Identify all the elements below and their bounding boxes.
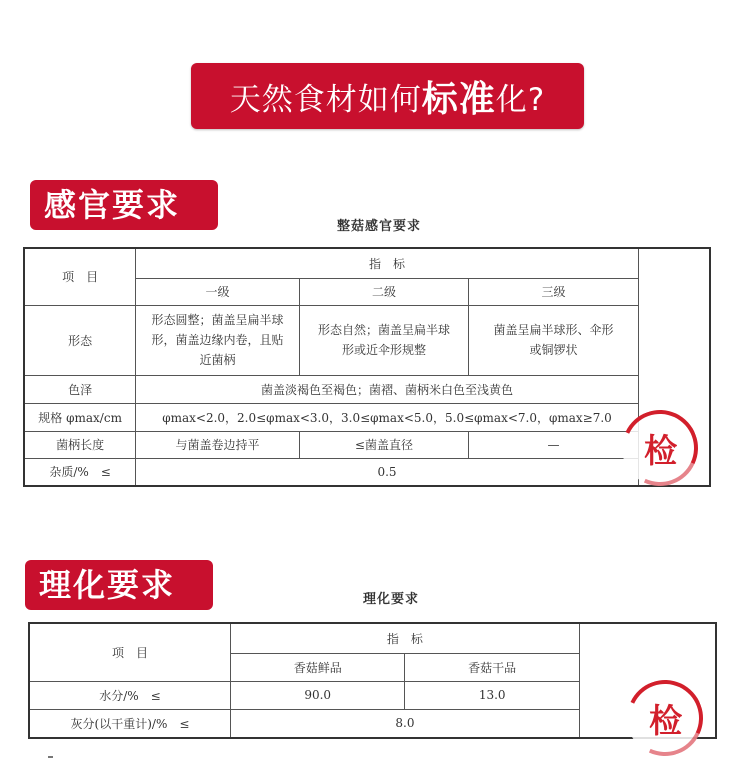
row-label-impurity: 杂质/% ≤	[24, 458, 136, 486]
impurity-value: 0.5	[136, 458, 639, 486]
decorative-mark	[48, 756, 53, 758]
moisture-dried-value: 13.0	[405, 681, 579, 709]
spec-value: φmax<2.0，2.0≤φmax<3.0，3.0≤φmax<5.0，5.0≤φmax<7.0，φmax≥7.0	[136, 403, 639, 431]
sensory-requirements-table	[23, 247, 711, 487]
header-item: 项 目	[24, 248, 136, 305]
header-item: 项 目	[29, 623, 230, 681]
physicochemical-requirements-table	[28, 622, 717, 739]
stem-grade-1: 与菌盖卷边持平	[136, 431, 299, 458]
grade-2-header: 二级	[299, 278, 468, 305]
grade-3-header: 三级	[469, 278, 639, 305]
header-index: 指 标	[136, 248, 639, 278]
row-label-spec: 规格 φmax/cm	[24, 403, 136, 431]
banner-text-suffix: 化?	[495, 81, 546, 118]
row-label-moisture: 水分/% ≤	[29, 681, 230, 709]
row-label-ash: 灰分(以干重计)/% ≤	[29, 709, 230, 738]
dried-column-header: 香菇干品	[405, 653, 579, 681]
ash-value: 8.0	[230, 709, 579, 738]
stem-grade-3: —	[469, 431, 639, 458]
section-label-sensory: 感官要求	[30, 180, 218, 230]
physicochemical-table-title: 理化要求	[363, 592, 420, 607]
row-label-stem-length: 菌柄长度	[24, 431, 136, 458]
section-label-physicochemical: 理化要求	[25, 560, 213, 610]
banner-text-emphasis: 标准	[421, 78, 496, 120]
title-banner	[191, 63, 584, 129]
moisture-fresh-value: 90.0	[230, 681, 404, 709]
sensory-table-title: 整菇感官要求	[337, 219, 422, 234]
header-index: 指 标	[230, 623, 579, 653]
row-label-shape: 形态	[24, 305, 136, 375]
stamp-character: 检	[648, 700, 682, 740]
stamp-character: 检	[643, 430, 677, 470]
color-value: 菌盖淡褐色至褐色；菌褶、菌柄米白色至浅黄色	[136, 375, 639, 403]
shape-grade-2: 形态自然；菌盖呈扁半球形或近伞形规整	[299, 305, 468, 375]
shape-grade-1: 形态圆整；菌盖呈扁半球形，菌盖边缘内卷，且贴近菌柄	[136, 305, 299, 375]
row-label-color: 色泽	[24, 375, 136, 403]
grade-1-header: 一级	[136, 278, 299, 305]
shape-grade-3: 菌盖呈扁半球形、伞形或铜锣状	[469, 305, 639, 375]
stem-grade-2: ≤菌盖直径	[299, 431, 468, 458]
banner-text-prefix: 天然食材如何	[229, 81, 422, 118]
fresh-column-header: 香菇鲜品	[230, 653, 404, 681]
